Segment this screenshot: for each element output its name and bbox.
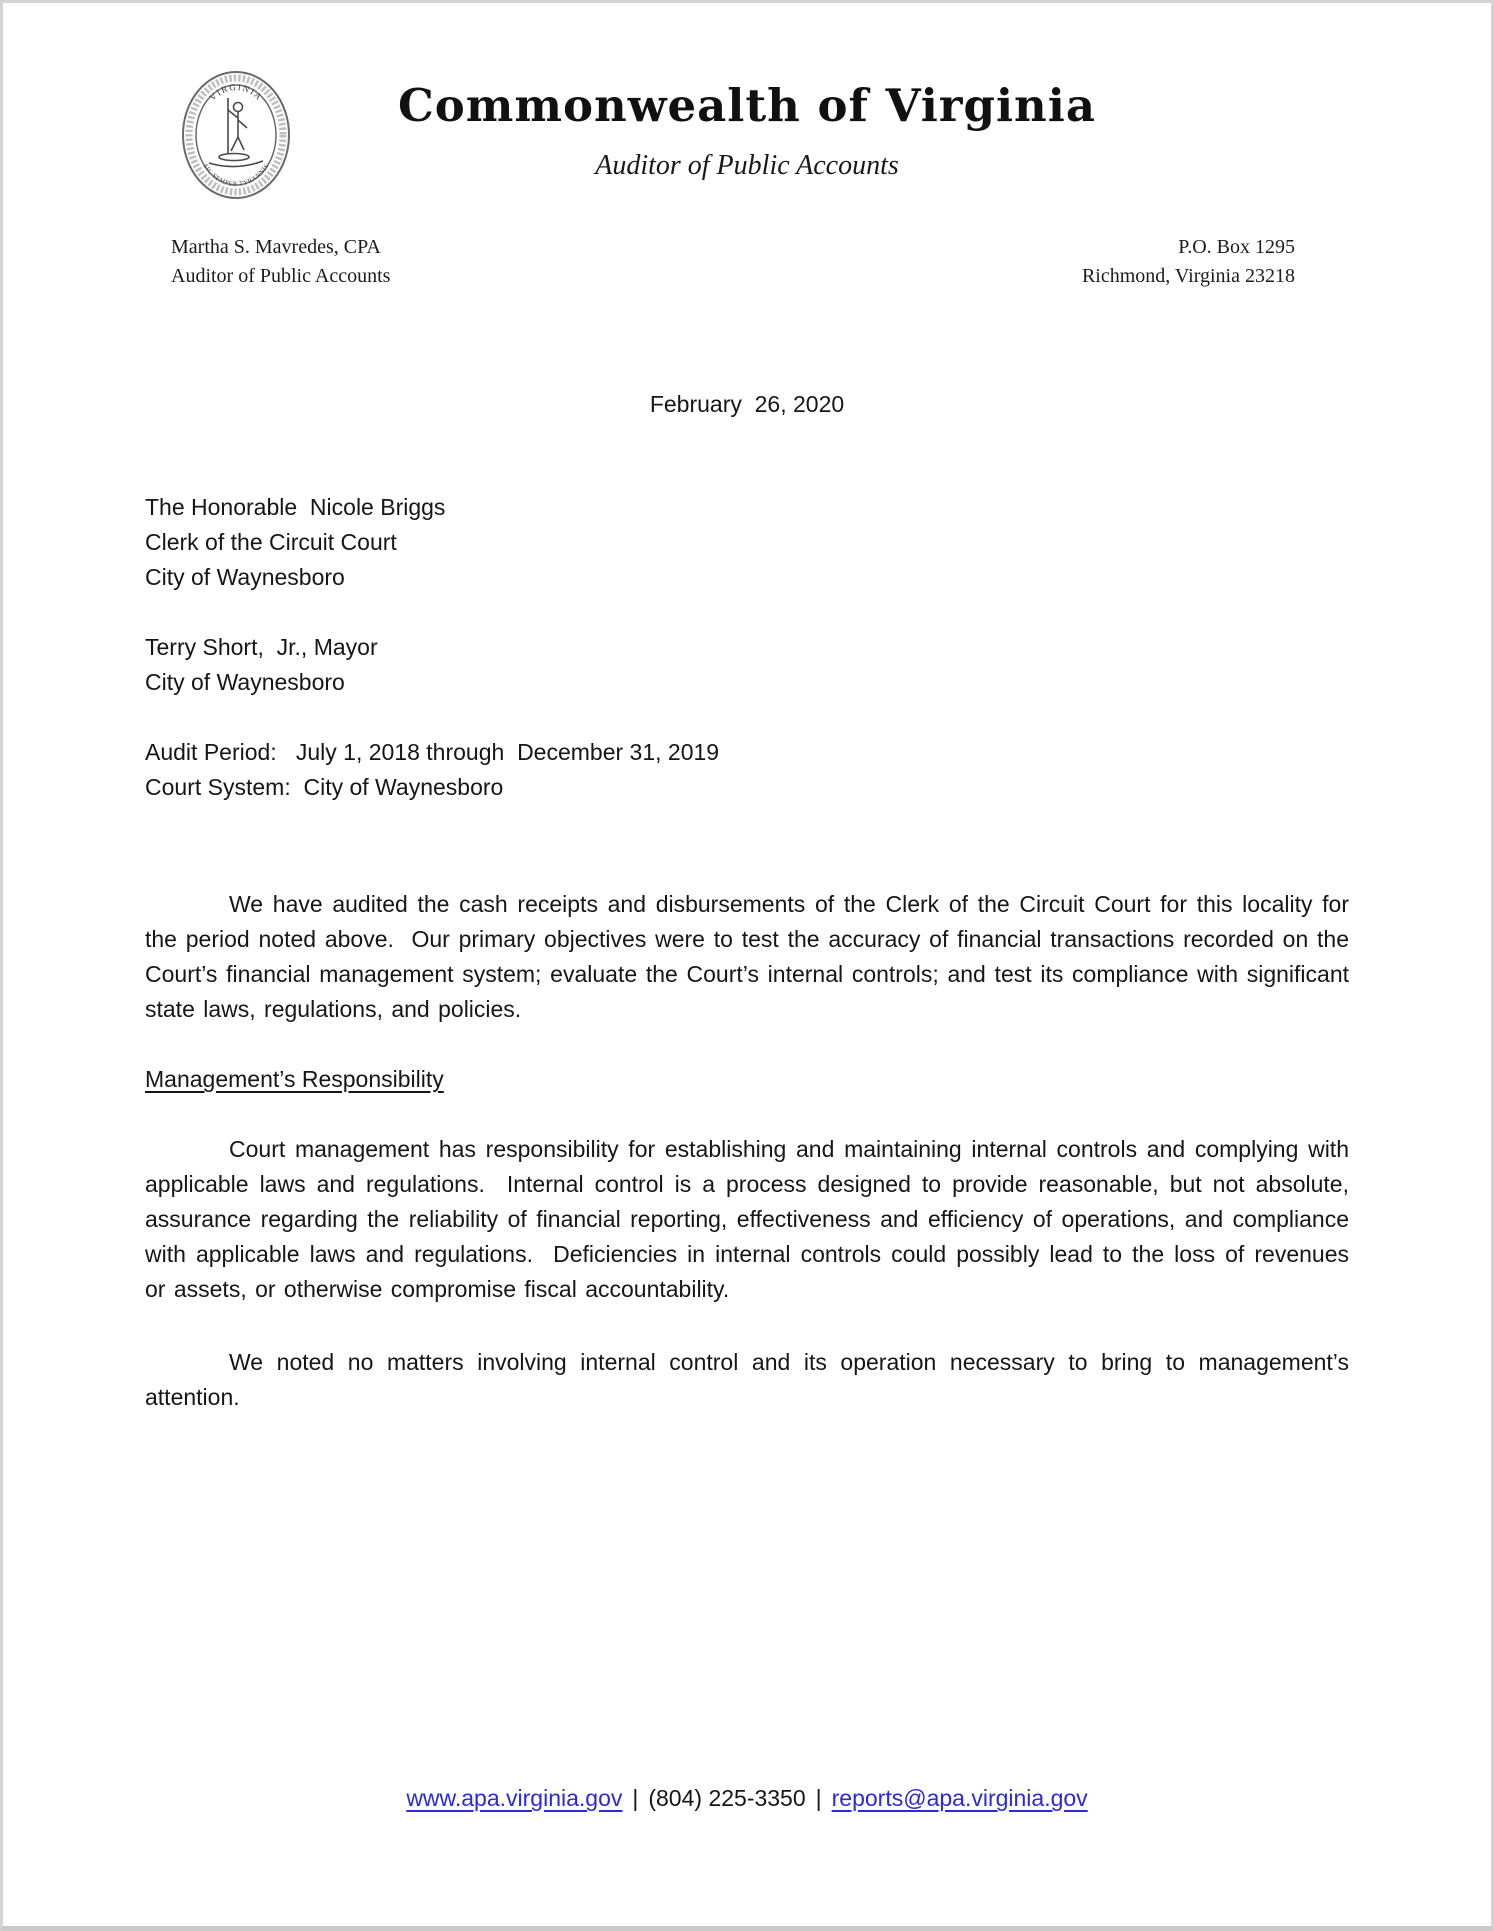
court-system-line: Court System: City of Waynesboro [145, 774, 504, 800]
section-heading-management-responsibility: Management’s Responsibility [145, 1066, 444, 1092]
auditor-name: Martha S. Mavredes, CPA [171, 236, 381, 258]
website-link[interactable]: www.apa.virginia.gov [406, 1785, 623, 1811]
footer-contact-bar [3, 1785, 1491, 1812]
recipient-block-mayor [145, 630, 1349, 700]
seal-top-label: VIRGINIA [207, 81, 265, 103]
recipient-name: The Honorable Nicole Briggs [145, 494, 446, 520]
seal-motto-label: SIC SEMPER TYRANNIS [201, 162, 271, 189]
recipient-name: Terry Short, Jr., Mayor [145, 634, 378, 660]
office-address [1082, 233, 1295, 291]
auditor-title: Auditor of Public Accounts [171, 265, 391, 287]
audit-period-line: Audit Period: July 1, 2018 through December 31, 2019 [145, 739, 720, 765]
recipient-locality: City of Waynesboro [145, 669, 345, 695]
paragraph-management-responsibility: Court management has responsibility for establishing and maintaining internal controls and complying with applicable laws and regulations. Internal control is a process designed to provide reasonable, but not absolute, assurance regarding the reliability of financial reporting, effectiveness and efficiency of operations, and compliance with applicable laws and regulations. Deficiencies in internal controls could possibly lead to the loss of revenues or assets, or otherwise compromise fiscal accountability. [145, 1136, 1358, 1302]
po-box-line: P.O. Box 1295 [1178, 236, 1295, 258]
city-state-zip-line: Richmond, Virginia 23218 [1081, 265, 1295, 287]
phone-number: (804) 225-3350 [648, 1785, 806, 1811]
recipient-block-clerk [145, 490, 1349, 595]
recipient-title: Clerk of the Circuit Court [145, 529, 397, 555]
footer-separator: | [632, 1785, 639, 1811]
date-line: February 26, 2020 [649, 391, 845, 417]
auditor-identity [171, 233, 390, 291]
letter-body [3, 387, 1491, 1415]
footer-separator: | [815, 1785, 822, 1811]
paragraph-no-matters-noted: We noted no matters involving internal control and its operation necessary to bring to management’s attention. [145, 1349, 1358, 1410]
letterhead [3, 3, 1491, 303]
letterhead-center [3, 79, 1491, 182]
recipient-locality: City of Waynesboro [145, 564, 345, 590]
paragraph-audit-scope: We have audited the cash receipts and disbursements of the Clerk of the Circuit Court for this locality for the period noted above. Our primary objectives were to test the accuracy of financial transactions recorded on the Court’s financial management system; evaluate the Court’s internal controls; and test its compliance with significant state laws, regulations, and policies. [145, 891, 1358, 1022]
org-name: Commonwealth of Virginia [397, 79, 1097, 132]
email-link[interactable]: reports@apa.virginia.gov [831, 1785, 1088, 1811]
audit-meta-block [145, 735, 1349, 805]
org-subtitle: Auditor of Public Accounts [595, 150, 899, 181]
